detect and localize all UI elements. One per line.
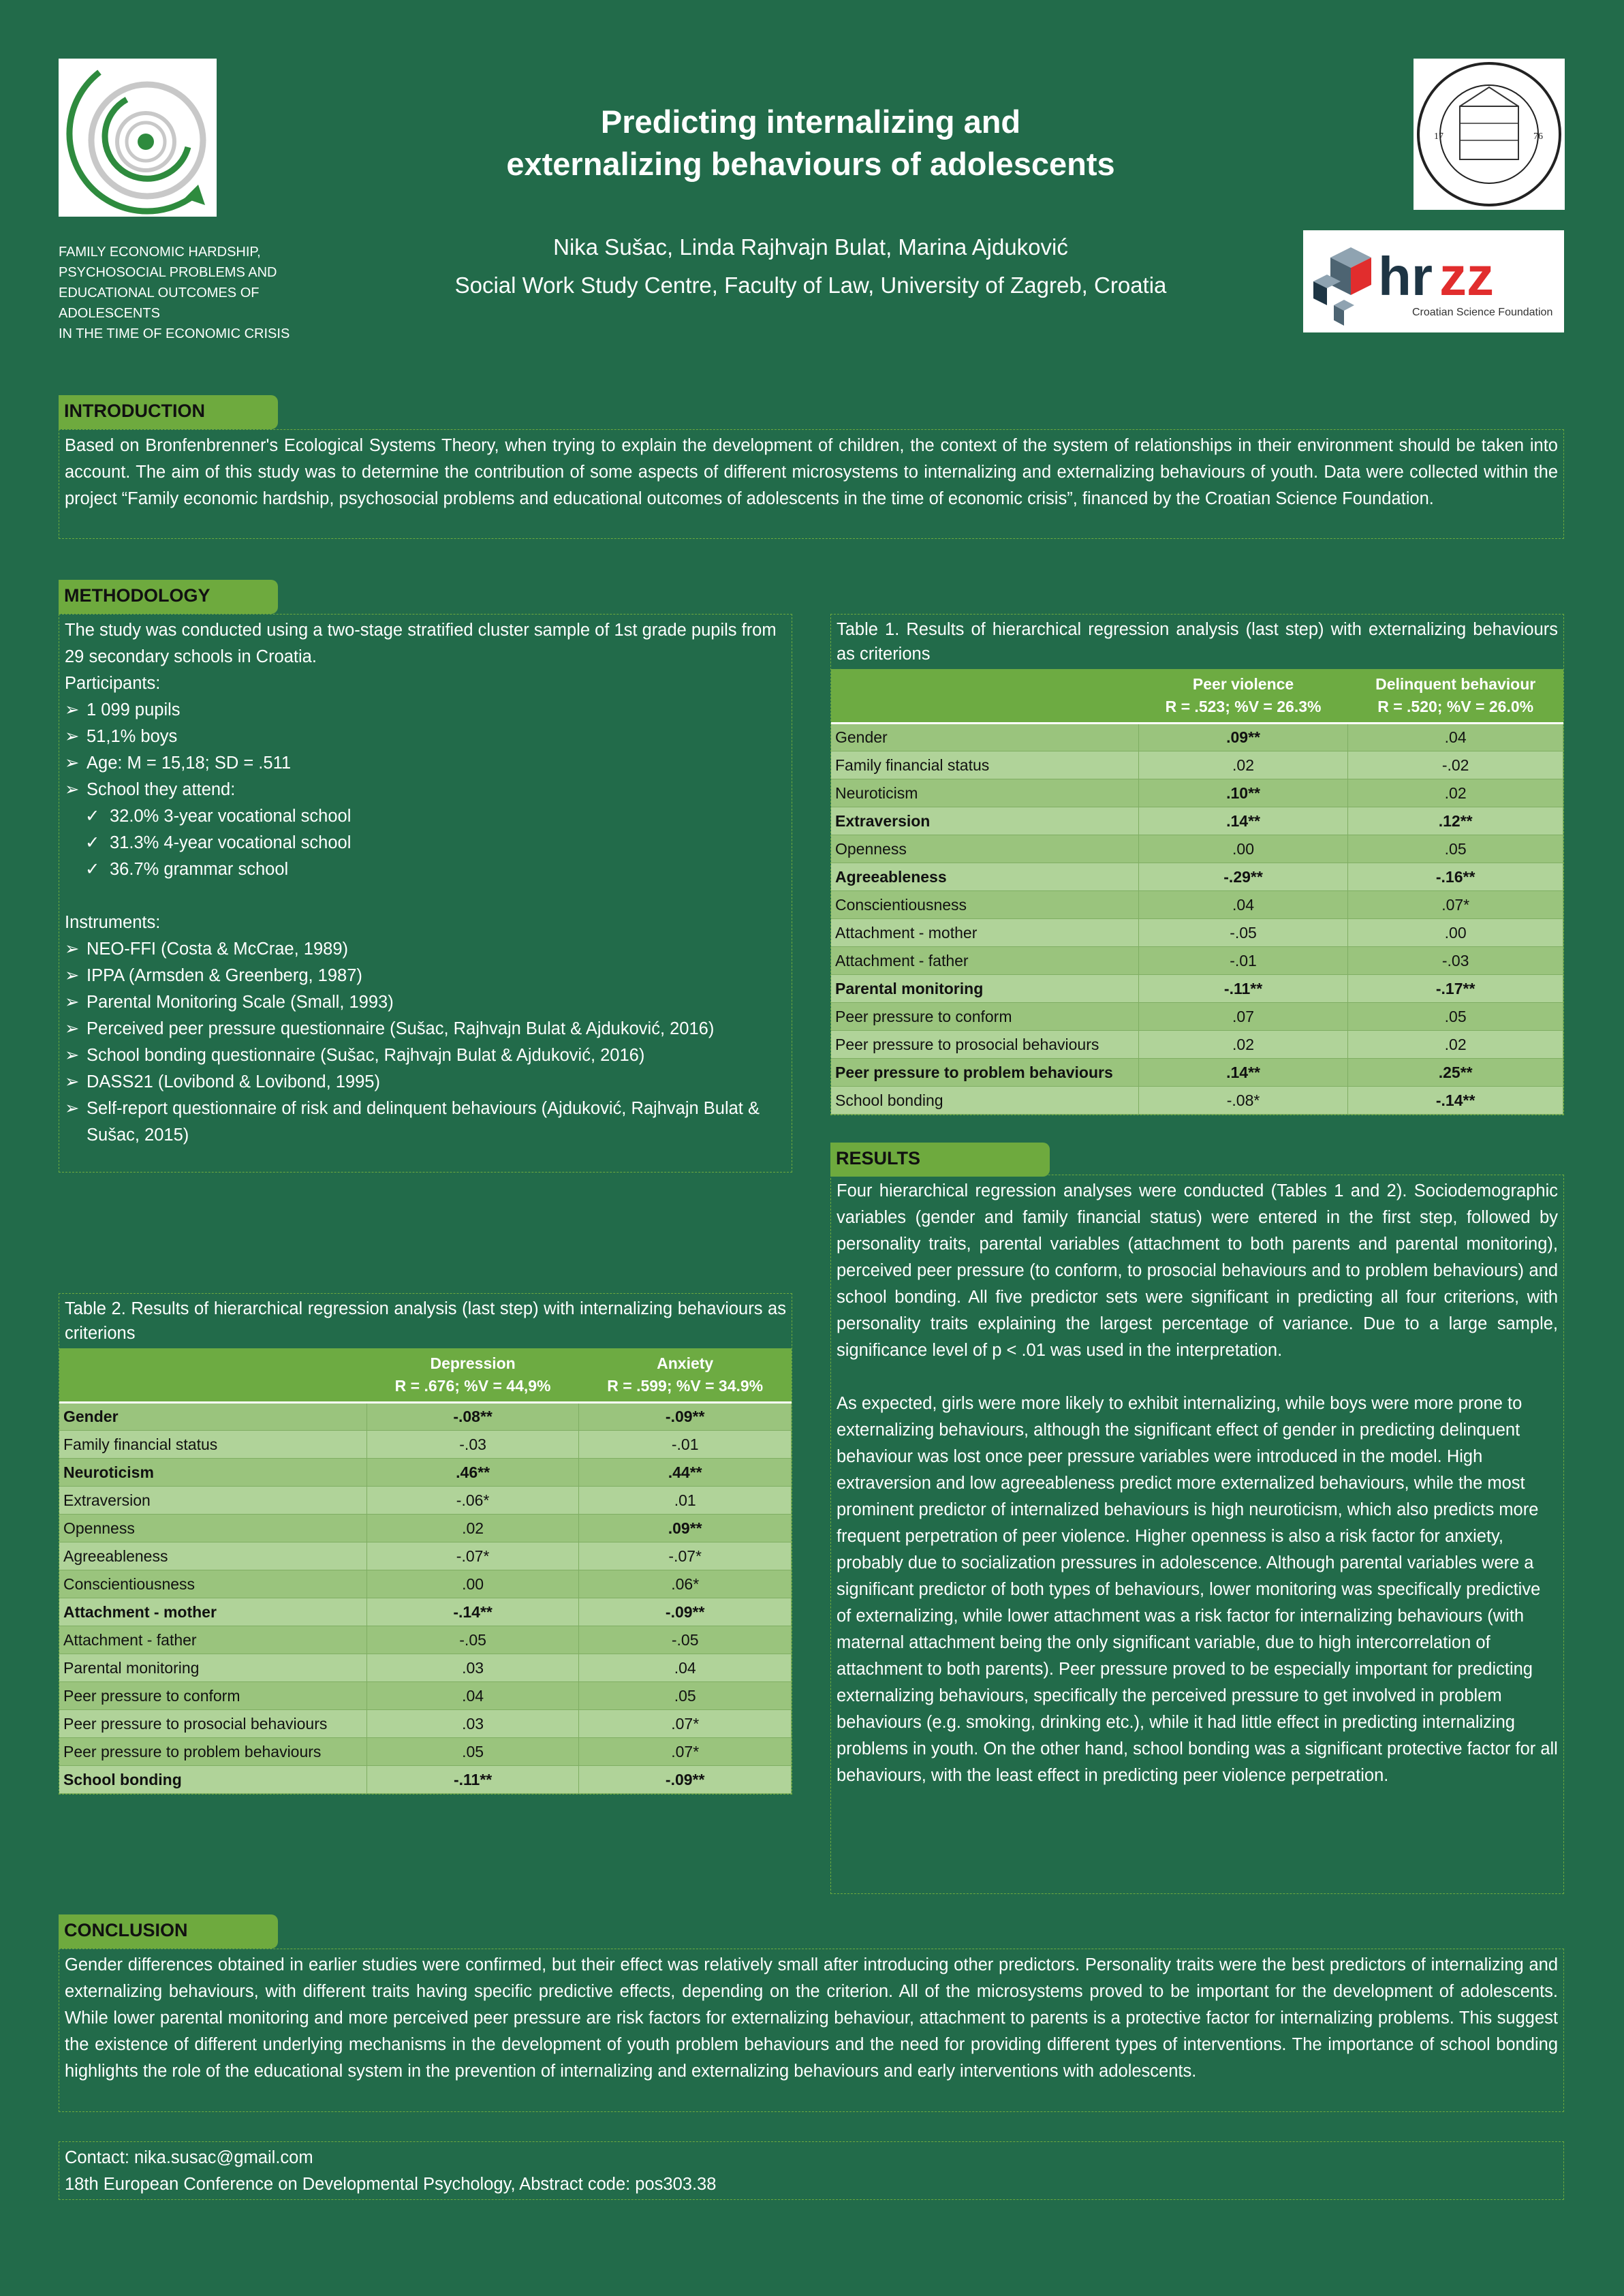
table-cell-predictor: Attachment - mother [59,1598,366,1626]
table-header-empty [831,669,1138,724]
poster-title [341,101,1281,185]
list-item: ➢ DASS21 (Lovibond & Lovibond, 1995) [65,1069,786,1096]
table-cell-predictor: Attachment - father [59,1626,366,1654]
table-cell-predictor: Conscientiousness [59,1570,366,1598]
table-cell-value: .46** [366,1459,579,1487]
table-row [831,1087,1563,1115]
results-box [830,1175,1564,1894]
participants-list [65,697,786,883]
list-item: ➢ 1 099 pupils [65,697,786,724]
table-row [831,919,1563,947]
hrzz-logo [1303,230,1564,332]
authors-block [327,228,1294,305]
list-item: ➢ Self-report questionnaire of risk and delinquent behaviours (Ajduković, Rajhvajn Bulat & Sušac, 2015) [65,1096,786,1149]
introduction-text: Based on Bronfenbrenner's Ecological Systems Theory, when trying to explain the development of children, the context of the system of relationships in their environment should be taken into account. The aim of this study was to determine the contribution of some aspects of different microsystems to internalizing and externalizing behaviours of youth. Data were collected within the project “Family economic hardship, psychosocial problems and educational outcomes of adolescents in the time of economic crisis”, financed by the Croatian Science Foundation. [59,429,1564,539]
table-cell-value: .05 [1348,835,1563,863]
table-cell-value: .01 [579,1487,792,1515]
svg-text:hr: hr [1378,246,1433,307]
table-header: Delinquent behaviour R = .520; %V = 26.0% [1348,669,1563,724]
methodology-intro: The study was conducted using a two-stage stratified cluster sample of 1st grade pupils from 29 secondary schools in Croatia. [65,621,777,666]
table-cell-value: -.17** [1348,975,1563,1003]
table-cell-value: .04 [1348,724,1563,751]
contact-email: Contact: nika.susac@gmail.com [65,2148,313,2167]
table-cell-value: .03 [366,1654,579,1682]
table-cell-value: .14** [1138,807,1348,835]
table-cell-predictor: School bonding [831,1087,1138,1115]
table-cell-value: -.01 [579,1431,792,1459]
table-cell-value: .07 [1138,1003,1348,1031]
affiliation: Social Work Study Centre, Faculty of Law, University of Zagreb, Croatia [454,273,1167,298]
results-paragraph: As expected, girls were more likely to exhibit internalizing, while boys were more prone to externalizing behaviours, although the significant effect of gender in predicting delinquent behaviour was lost once peer pressure variables were introduced in the model. High extraversion and low agreeableness predict more externalized behaviours, while the most prominent predictor of internalized behaviours is high neuroticism, which also predicts more frequent perpetration of peer violence. Higher openness is also a risk factor for anxiety, probably due to socialization pressures in adolescence. Although parental variables were a significant predictor of both types of behaviours, lower monitoring was specifically predictive of externalizing, while lower attachment was a risk factor for internalizing behaviours (with maternal attachment being the only significant variable, due to high intercorrelation of attachment to both parents). Peer pressure proved to be especially important for predicting externalizing behaviours, specifically the perceived pressure to get involved in problem behaviours (e.g. smoking, drinking etc.), while it had little effect in predicting internalizing problems in youth. On the other hand, school bonding was a significant protective factor for all behaviours, with the least effect in predicting peer violence perpetration. [837,1394,1558,1785]
svg-text:76: 76 [1533,131,1543,142]
table-cell-value: .06* [579,1570,792,1598]
hrzz-cubes-icon [1303,230,1564,332]
table-row [59,1626,792,1654]
authors: Nika Sušac, Linda Rajhvajn Bulat, Marina Ajduković [553,234,1068,260]
table-row [59,1598,792,1626]
project-line: PSYCHOSOCIAL PROBLEMS AND [59,265,277,280]
list-item: ➢ Parental Monitoring Scale (Small, 1993) [65,989,786,1016]
table-cell-value: -.01 [1138,947,1348,975]
list-item: ✓ 36.7% grammar school [65,856,786,883]
table-cell-value: -.07* [579,1542,792,1570]
list-item: ➢ Age: M = 15,18; SD = .511 [65,750,786,777]
table-cell-predictor: Gender [59,1403,366,1431]
table-row [59,1682,792,1710]
table-cell-predictor: Attachment - father [831,947,1138,975]
table-cell-value: -.16** [1348,863,1563,891]
section-label-conclusion: CONCLUSION [59,1914,278,1949]
table-cell-value: -.05 [366,1626,579,1654]
table-row [59,1766,792,1794]
table-header: Peer violence R = .523; %V = 26.3% [1138,669,1348,724]
table1-caption: Table 1. Results of hierarchical regression analysis (last step) with externalizing behaviours as criterions [837,620,1558,664]
table-row [59,1431,792,1459]
table-cell-value: .03 [366,1710,579,1738]
table-cell-value: .44** [579,1459,792,1487]
table-cell-value: .05 [579,1682,792,1710]
table-cell-value: .02 [366,1515,579,1542]
table-cell-predictor: Extraversion [831,807,1138,835]
table-row [831,1031,1563,1059]
table-row [59,1487,792,1515]
title-line: externalizing behaviours of adolescents [506,146,1115,182]
project-line: FAMILY ECONOMIC HARDSHIP, [59,245,261,260]
section-label-introduction: INTRODUCTION [59,395,278,429]
table-row [831,1059,1563,1087]
table-cell-predictor: Attachment - mother [831,919,1138,947]
methodology-box [59,614,792,1173]
title-line: Predicting internalizing and [600,104,1021,140]
svg-text:zz: zz [1439,246,1494,307]
table-row [59,1738,792,1766]
table-cell-value: .05 [366,1738,579,1766]
table-row [59,1403,792,1431]
list-item: ➢ School they attend: [65,777,786,803]
table-cell-value: .02 [1348,779,1563,807]
list-item: ➢ School bonding questionnaire (Sušac, Rajhvajn Bulat & Ajduković, 2016) [65,1042,786,1069]
list-item: ➢ Perceived peer pressure questionnaire (Sušac, Rajhvajn Bulat & Ajduković, 2016) [65,1016,786,1042]
table-cell-predictor: Agreeableness [59,1542,366,1570]
table-cell-predictor: Family financial status [831,751,1138,779]
table2-block [59,1293,792,1795]
table-cell-value: -.11** [366,1766,579,1794]
table-cell-predictor: Conscientiousness [831,891,1138,919]
seal-icon [1414,59,1565,210]
table-row [831,947,1563,975]
project-line: ADOLESCENTS [59,306,160,321]
list-item: ➢ NEO-FFI (Costa & McCrae, 1989) [65,936,786,963]
table-cell-value: -.07* [366,1542,579,1570]
results-paragraph: Four hierarchical regression analyses were conducted (Tables 1 and 2). Sociodemographic variables (gender and family financial status) were entered in the first step, followed by personality traits, parental variables (attachment to both parents and parental monitoring), perceived peer pressure (to conform, to prosocial behaviours and to problem behaviours) and school bonding. All five predictor sets were significant in predicting all four criterions, with personality traits explaining the largest percentage of variance. Due to a large sample, significance level of p < .01 was used in the interpretation. [837,1181,1558,1360]
table1-block [830,614,1564,1115]
table-header: Anxiety R = .599; %V = 34.9% [579,1348,792,1403]
contact-box [59,2141,1564,2200]
table-cell-value: .09** [1138,724,1348,751]
table-row [59,1459,792,1487]
table-row [59,1542,792,1570]
table-cell-value: .04 [579,1654,792,1682]
table-cell-value: -.03 [366,1431,579,1459]
table-cell-value: .12** [1348,807,1563,835]
table-row [831,835,1563,863]
table-row [59,1515,792,1542]
table-cell-value: -.14** [1348,1087,1563,1115]
table-cell-predictor: Peer pressure to problem behaviours [831,1059,1138,1087]
table-cell-value: .02 [1138,751,1348,779]
table-cell-value: -.02 [1348,751,1563,779]
table-cell-predictor: School bonding [59,1766,366,1794]
table2-caption: Table 2. Results of hierarchical regression analysis (last step) with internalizing behaviours as criterions [65,1299,786,1343]
table-cell-value: .00 [1138,835,1348,863]
table-header-empty [59,1348,366,1403]
table-cell-value: .14** [1138,1059,1348,1087]
section-label-results: RESULTS [830,1143,1050,1177]
table-cell-value: -.14** [366,1598,579,1626]
table-cell-value: -.06* [366,1487,579,1515]
table-cell-value: -.11** [1138,975,1348,1003]
table-cell-value: -.08** [366,1403,579,1431]
table-row [831,779,1563,807]
list-item: ➢ IPPA (Armsden & Greenberg, 1987) [65,963,786,989]
instruments-list [65,936,786,1149]
table-cell-value: .07* [1348,891,1563,919]
table-header: Depression R = .676; %V = 44,9% [366,1348,579,1403]
table-cell-predictor: Neuroticism [59,1459,366,1487]
table-cell-predictor: Peer pressure to prosocial behaviours [831,1031,1138,1059]
table-cell-value: .05 [1348,1003,1563,1031]
table-cell-value: .07* [579,1710,792,1738]
table-cell-value: .00 [1348,919,1563,947]
project-line: EDUCATIONAL OUTCOMES OF [59,285,260,300]
list-item: ✓ 32.0% 3-year vocational school [65,803,786,830]
table-cell-predictor: Extraversion [59,1487,366,1515]
table2 [59,1348,792,1794]
spiral-logo-icon [59,59,217,217]
table-row [831,863,1563,891]
table-row [831,1003,1563,1031]
list-item: ✓ 31.3% 4-year vocational school [65,830,786,856]
table-cell-value: -.03 [1348,947,1563,975]
table-cell-predictor: Parental monitoring [59,1654,366,1682]
section-label-methodology: METHODOLOGY [59,580,278,614]
table-row [59,1654,792,1682]
list-item: ➢ 51,1% boys [65,724,786,750]
table-cell-predictor: Openness [831,835,1138,863]
table-cell-predictor: Gender [831,724,1138,751]
table-cell-value: -.08* [1138,1087,1348,1115]
table-cell-predictor: Peer pressure to conform [59,1682,366,1710]
table1 [831,669,1563,1115]
table-cell-value: -.09** [579,1598,792,1626]
table-cell-value: .10** [1138,779,1348,807]
conclusion-text: Gender differences obtained in earlier studies were confirmed, but their effect was relatively small after introducing other predictors. Personality traits were the best predictors of internalizing and externalizing behaviours, with different traits having specific predictive effects, depending on the criterion. All of the microsystems proved to be important for the development of adolescents. While lower parental monitoring and more perceived peer pressure are risk factors for externalizing behaviour, attachment to parents is a protective factor for internalizing problems. This suggest the existence of different underlying mechanisms in the development of youth problem behaviours and the need for providing different types of interventions. The importance of school bonding highlights the role of the educational system in the prevention of internalizing and externalizing behaviours and early interventions with adolescents. [59,1949,1564,2112]
participants-label: Participants: [65,674,161,693]
table-cell-value: .04 [366,1682,579,1710]
table-row [831,807,1563,835]
svg-text:17: 17 [1434,131,1443,142]
table-cell-value: .09** [579,1515,792,1542]
table-row [831,724,1563,751]
table-cell-value: .02 [1348,1031,1563,1059]
table-row [59,1570,792,1598]
conference-info: 18th European Conference on Developmental Psychology, Abstract code: pos303.38 [65,2175,717,2194]
table-cell-predictor: Agreeableness [831,863,1138,891]
table-cell-value: .00 [366,1570,579,1598]
table-cell-value: -.05 [579,1626,792,1654]
table-cell-value: -.05 [1138,919,1348,947]
table-row [831,751,1563,779]
table-cell-predictor: Peer pressure to prosocial behaviours [59,1710,366,1738]
table-cell-predictor: Peer pressure to conform [831,1003,1138,1031]
table-cell-predictor: Peer pressure to problem behaviours [59,1738,366,1766]
table-row [831,891,1563,919]
project-line: IN THE TIME OF ECONOMIC CRISIS [59,326,290,341]
table-cell-predictor: Family financial status [59,1431,366,1459]
table-row [59,1710,792,1738]
project-name [59,242,331,344]
project-logo [59,59,217,217]
table-cell-value: -.09** [579,1766,792,1794]
table-cell-value: .02 [1138,1031,1348,1059]
table-cell-value: .25** [1348,1059,1563,1087]
university-seal [1414,59,1565,210]
table-cell-value: -.29** [1138,863,1348,891]
svg-text:Croatian Science Foundation: Croatian Science Foundation [1412,307,1553,318]
instruments-label: Instruments: [65,913,161,932]
table-cell-value: .07* [579,1738,792,1766]
table-cell-value: -.09** [579,1403,792,1431]
table-cell-predictor: Parental monitoring [831,975,1138,1003]
table-cell-value: .04 [1138,891,1348,919]
table-cell-predictor: Openness [59,1515,366,1542]
table-cell-predictor: Neuroticism [831,779,1138,807]
table-row [831,975,1563,1003]
